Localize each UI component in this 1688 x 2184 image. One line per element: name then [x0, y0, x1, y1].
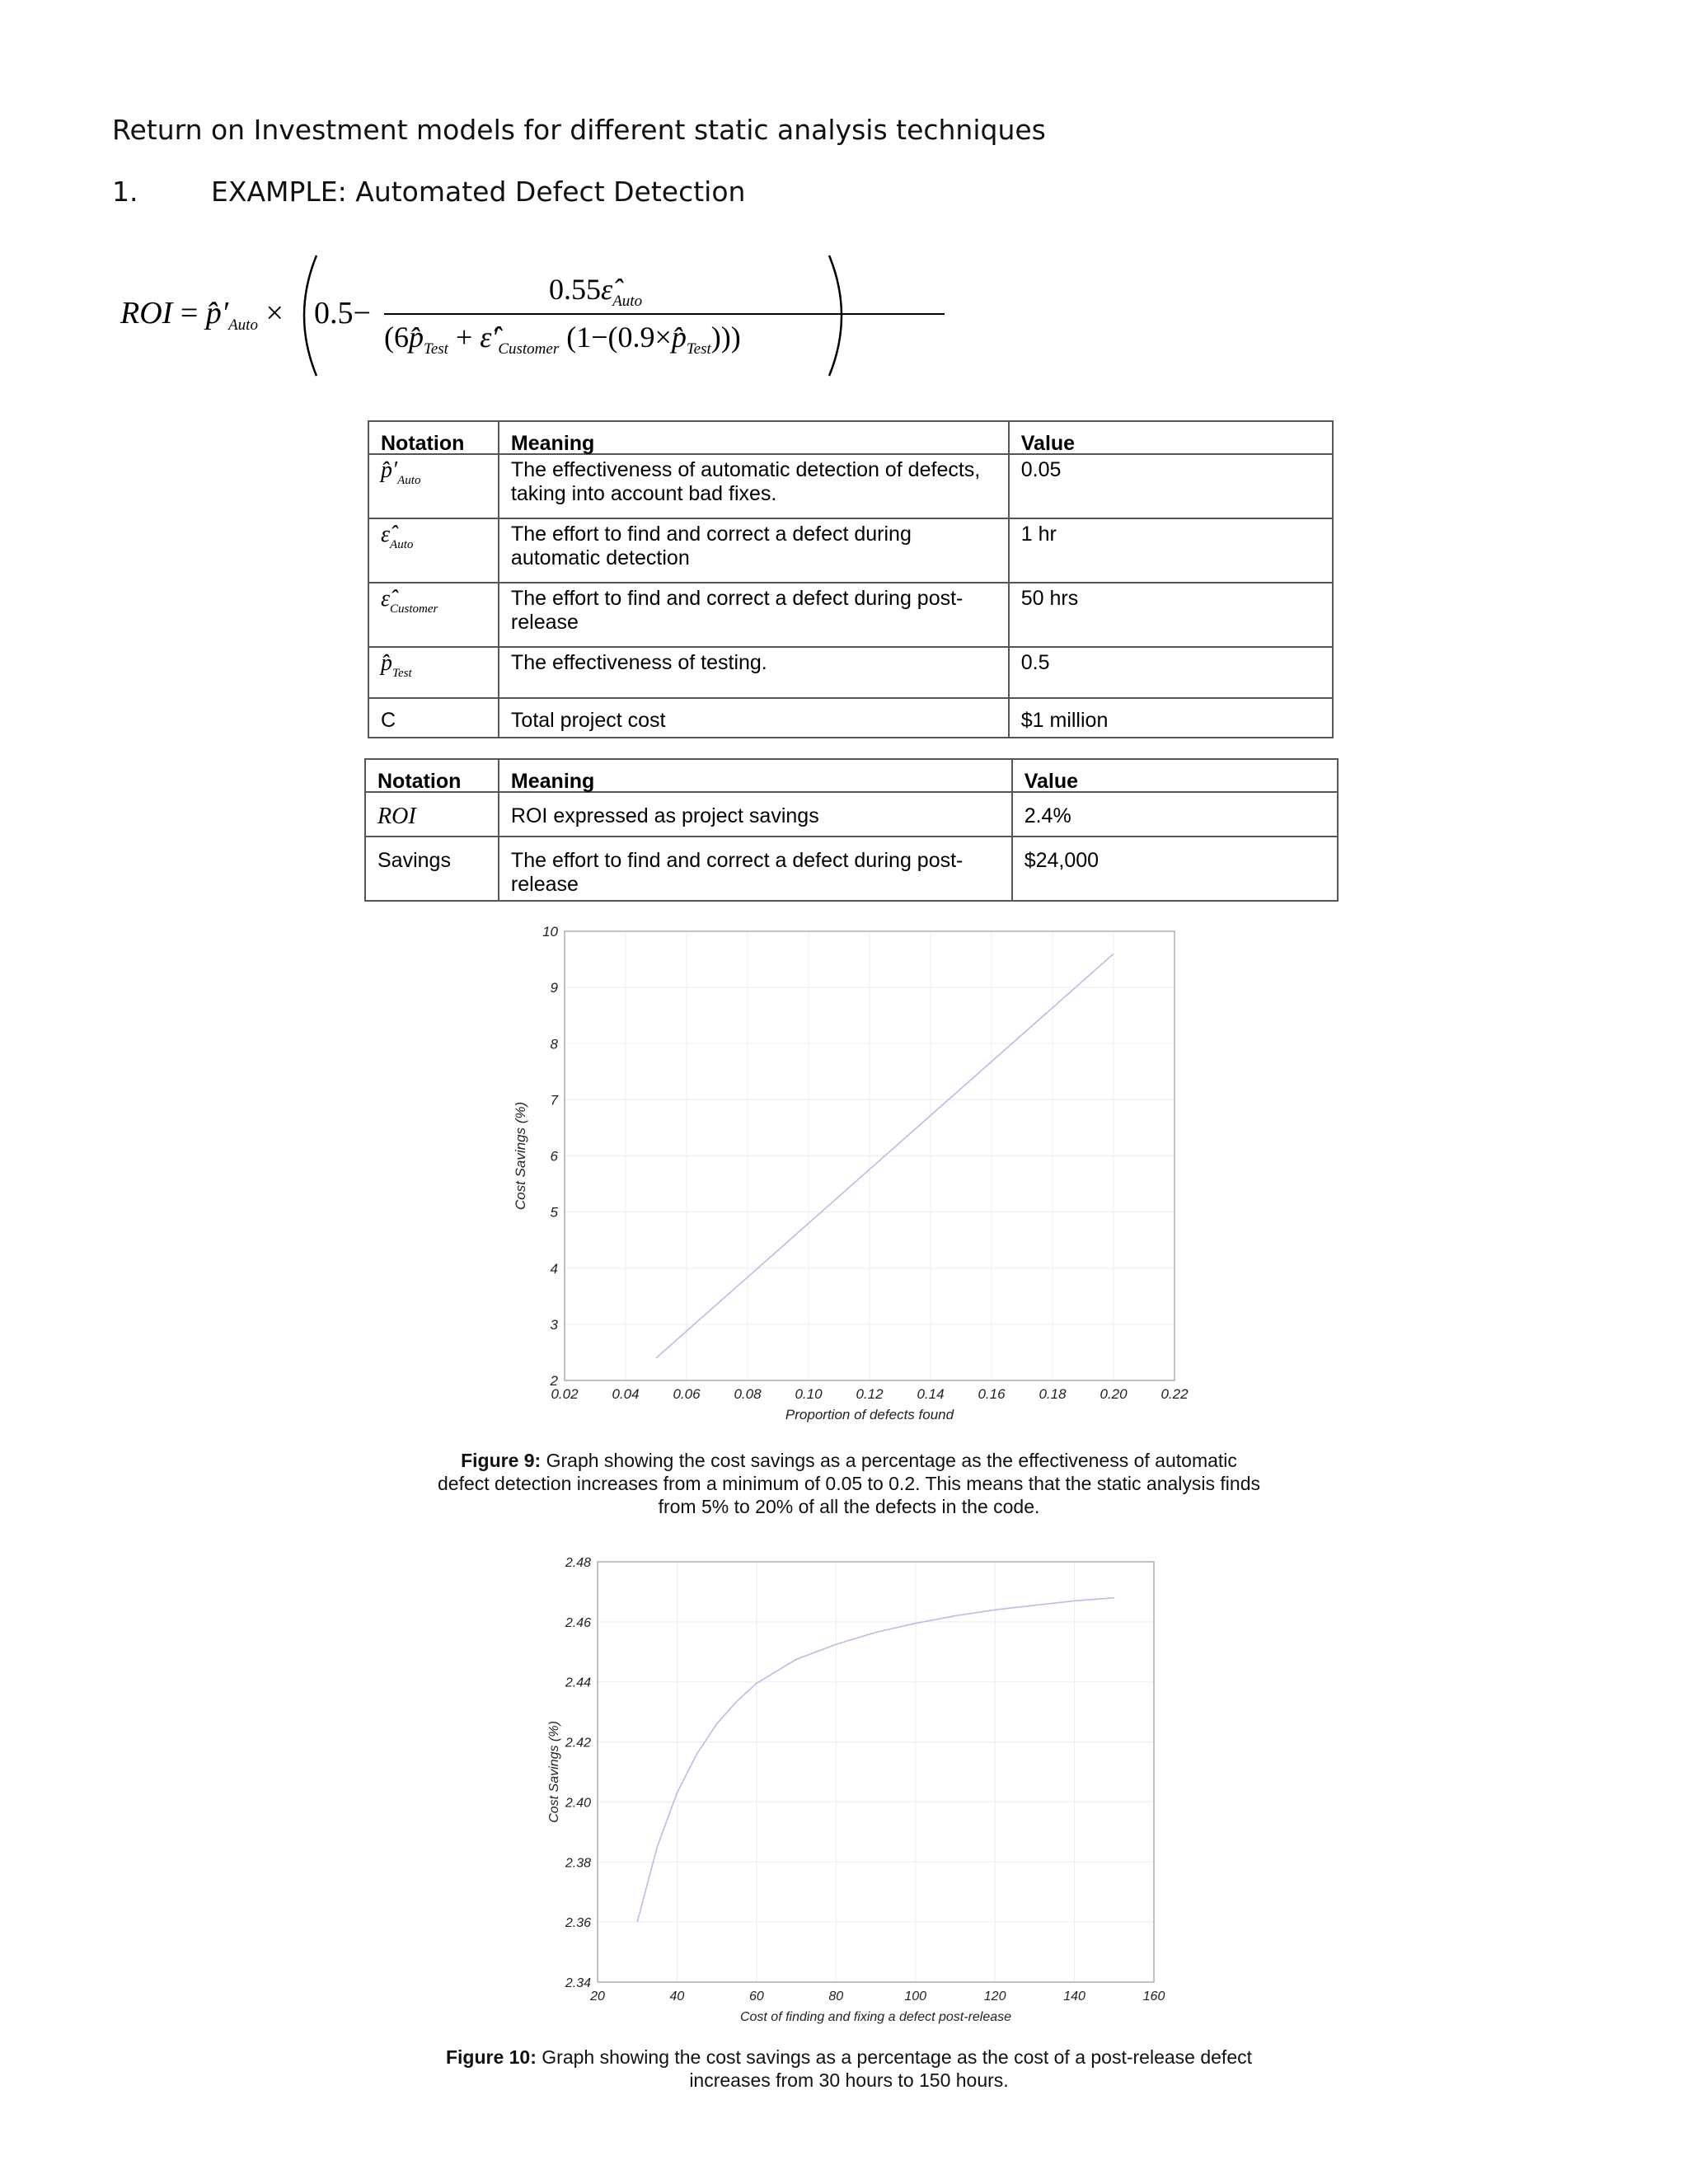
- formula-p-auto: p̂′: [205, 296, 229, 330]
- value-cell: 0.5: [1009, 647, 1333, 698]
- figure-10-caption: [437, 2046, 1261, 2092]
- x-tick-label: 140: [1063, 1990, 1085, 2004]
- formula-close: ))): [710, 321, 741, 354]
- meaning-cell: The effort to find and correct a defect during post-release: [499, 837, 1012, 901]
- formula-den-sub-customer: Customer: [498, 340, 560, 358]
- value-cell: 1 hr: [1009, 518, 1333, 583]
- header-value: Value: [1012, 759, 1338, 792]
- meaning-cell: The effort to find and correct a defect during post-release: [499, 583, 1009, 647]
- table-header-row: [365, 759, 1338, 792]
- y-tick-label: 2.44: [565, 1675, 591, 1690]
- figure-9-plot: [495, 915, 1203, 1442]
- notation-symbol: p̂: [381, 650, 392, 676]
- x-tick-label: 0.18: [1039, 1386, 1067, 1402]
- table-header-row: [368, 421, 1333, 454]
- notation-cell: [368, 454, 499, 518]
- formula-den-sub-test: Test: [424, 340, 448, 358]
- table-row: [368, 583, 1333, 647]
- notation-cell: C: [368, 698, 499, 738]
- meaning-cell: The effectiveness of testing.: [499, 647, 1009, 698]
- figure-10-plot: [519, 1549, 1195, 2044]
- y-tick-label: 7: [550, 1092, 558, 1108]
- y-tick-label: 9: [550, 980, 558, 996]
- formula-num-coef: 0.55: [549, 273, 601, 306]
- x-tick-label: 0.08: [734, 1386, 762, 1402]
- notation-subscript: Auto: [390, 538, 414, 551]
- x-tick-label: 20: [590, 1990, 605, 2004]
- meaning-cell: The effectiveness of automatic detection of defects, taking into account bad fixes.: [499, 454, 1009, 518]
- y-axis-label: Cost Savings (%): [513, 1101, 528, 1211]
- meaning-cell: ROI expressed as project savings: [499, 792, 1012, 837]
- x-tick-label: 120: [983, 1990, 1006, 2004]
- x-tick-label: 0.06: [673, 1386, 701, 1402]
- table-row: [368, 698, 1333, 738]
- y-tick-label: 2.48: [565, 1556, 591, 1570]
- notation-symbol: ε̂: [381, 522, 391, 547]
- y-tick-label: 8: [550, 1036, 558, 1052]
- formula-den-p: p̂: [409, 321, 424, 354]
- formula-sub-auto: Auto: [228, 316, 258, 334]
- header-value: Value: [1009, 421, 1333, 454]
- notation-subscript: Auto: [397, 474, 421, 487]
- notation-cell: [368, 518, 499, 583]
- x-axis-label: Proportion of defects found: [785, 1407, 954, 1422]
- figure-9-caption: [437, 1449, 1261, 1518]
- notation-table-inputs: [368, 420, 1334, 738]
- y-tick-label: 3: [550, 1316, 558, 1333]
- formula-den-open: (6: [384, 321, 409, 354]
- x-tick-label: 80: [828, 1990, 844, 2004]
- x-tick-label: 0.20: [1100, 1386, 1128, 1402]
- table-row: [365, 837, 1338, 901]
- value-cell: 2.4%: [1012, 792, 1338, 837]
- x-tick-label: 0.02: [551, 1386, 579, 1402]
- section-title: EXAMPLE: Automated Defect Detection: [211, 176, 746, 208]
- meaning-cell: Total project cost: [499, 698, 1009, 738]
- y-tick-label: 5: [550, 1204, 558, 1221]
- notation-symbol: p̂′: [381, 457, 398, 483]
- formula-equals: =: [180, 296, 199, 330]
- x-tick-label: 0.04: [612, 1386, 640, 1402]
- table-row: [368, 518, 1333, 583]
- table-row: [365, 792, 1338, 837]
- x-tick-label: 0.14: [917, 1386, 945, 1402]
- y-tick-label: 2.46: [565, 1615, 591, 1630]
- figure-10-label: Figure 10:: [445, 2046, 537, 2068]
- header-notation: Notation: [365, 759, 499, 792]
- x-tick-label: 160: [1142, 1990, 1165, 2004]
- figure-9-text: Graph showing the cost savings as a percentage as the effectiveness of automatic defect detection increases from a minimum of 0.05 to 0.2. This means that the static analysis finds from 5% to 20% of all the defects in the code.: [437, 1450, 1260, 1517]
- plot-frame: [598, 1562, 1154, 1982]
- y-tick-label: 10: [542, 924, 558, 940]
- formula-num-sub: Auto: [612, 293, 643, 310]
- notation-cell: [368, 583, 499, 647]
- x-tick-label: 100: [904, 1990, 927, 2004]
- table-row: [368, 454, 1333, 518]
- x-tick-label: 0.10: [795, 1386, 823, 1402]
- formula-right-paren: [824, 254, 857, 377]
- notation-symbol: ROI: [377, 804, 416, 829]
- y-axis-label: Cost Savings (%): [547, 1721, 561, 1823]
- series-line: [637, 1598, 1114, 1922]
- notation-subscript: Customer: [390, 602, 438, 616]
- formula-inner-p: p̂: [671, 321, 687, 354]
- y-tick-label: 4: [550, 1260, 558, 1277]
- x-tick-label: 40: [669, 1990, 685, 2004]
- y-tick-label: 2.38: [565, 1856, 591, 1871]
- notation-cell: Savings: [365, 837, 499, 901]
- notation-cell: [365, 792, 499, 837]
- value-cell: 50 hrs: [1009, 583, 1333, 647]
- figure-10-chart: [519, 1549, 1195, 2048]
- header-meaning: Meaning: [499, 759, 1012, 792]
- value-cell: $24,000: [1012, 837, 1338, 901]
- x-tick-label: 0.12: [856, 1386, 884, 1402]
- y-tick-label: 2.42: [565, 1736, 591, 1750]
- formula-inner: (1−(0.9×: [566, 321, 672, 354]
- figure-9-label: Figure 9:: [461, 1450, 542, 1471]
- document-title: Return on Investment models for different static analysis techniques: [112, 114, 1046, 146]
- y-tick-label: 2.40: [565, 1796, 591, 1811]
- x-tick-label: 0.16: [978, 1386, 1006, 1402]
- section-number: 1.: [112, 176, 138, 208]
- value-cell: $1 million: [1009, 698, 1333, 738]
- y-tick-label: 2.34: [565, 1976, 591, 1990]
- figure-9-chart: [495, 915, 1203, 1446]
- x-tick-label: 0.22: [1160, 1386, 1189, 1402]
- formula-plus: +: [455, 321, 473, 354]
- header-meaning: Meaning: [499, 421, 1009, 454]
- x-tick-label: 60: [748, 1990, 764, 2004]
- formula-half: 0.5−: [314, 296, 371, 330]
- roi-formula: [114, 247, 856, 387]
- value-cell: 0.05: [1009, 454, 1333, 518]
- y-tick-label: 6: [550, 1148, 558, 1165]
- formula-inner-sub: Test: [686, 340, 711, 358]
- notation-symbol: ε̂: [381, 586, 391, 612]
- formula-fraction-bar: [384, 313, 945, 315]
- notation-cell: [368, 647, 499, 698]
- figure-10-text: Graph showing the cost savings as a percentage as the cost of a post-release defect increases from 30 hours to 150 hours.: [542, 2046, 1253, 2091]
- notation-subscript: Test: [392, 667, 412, 680]
- formula-roi: ROI: [120, 296, 173, 330]
- y-tick-label: 2.36: [565, 1916, 591, 1931]
- header-notation: Notation: [368, 421, 499, 454]
- x-axis-label: Cost of finding and fixing a defect post-release: [739, 2010, 1012, 2024]
- formula-den-eps: ε̂′: [480, 321, 499, 354]
- notation-table-results: [364, 758, 1339, 902]
- formula-num-eps: ε̂: [601, 273, 613, 306]
- y-tick-label: 2: [550, 1373, 558, 1389]
- formula-times: ×: [265, 296, 284, 330]
- meaning-cell: The effort to find and correct a defect during automatic detection: [499, 518, 1009, 583]
- table-row: [368, 647, 1333, 698]
